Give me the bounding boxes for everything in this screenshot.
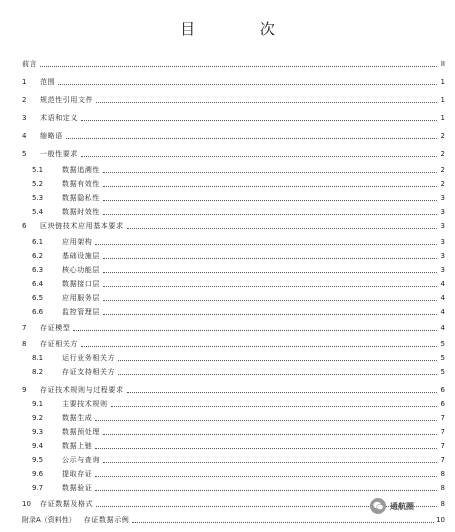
toc-entry-number: 附录A（资料性） — [22, 516, 76, 524]
toc-page-number: 4 — [440, 294, 445, 302]
toc-dot-leader — [58, 83, 437, 85]
toc-entry-number: 6.2 — [32, 252, 44, 260]
toc-dot-leader — [103, 185, 437, 187]
watermark — [370, 496, 414, 516]
toc-page-number: 5 — [440, 368, 445, 376]
toc-page-number: 8 — [440, 470, 445, 478]
toc-page-number: 5 — [440, 354, 445, 362]
toc-page-number: 1 — [440, 114, 445, 122]
toc-entry[interactable] — [22, 220, 445, 231]
toc-entry-title: 数据隐私性 — [62, 194, 100, 202]
toc-entry[interactable] — [32, 264, 445, 275]
toc-entry-number: 9.3 — [32, 428, 44, 436]
toc-entry[interactable] — [22, 322, 445, 333]
toc-entry-title: 缩略语 — [40, 132, 63, 140]
toc-entry-title: 范围 — [40, 78, 56, 86]
toc-entry-number: 9.7 — [32, 484, 44, 492]
toc-dot-leader — [103, 213, 437, 215]
toc-entry-number: 9.4 — [32, 442, 44, 450]
toc-page-number: 4 — [440, 324, 445, 332]
toc-entry-number: 10 — [22, 500, 31, 508]
toc-entry[interactable] — [32, 292, 445, 303]
toc-page-number: 8 — [440, 484, 445, 492]
toc-page-number: 7 — [440, 414, 445, 422]
toc-dot-leader — [95, 243, 437, 245]
toc-dot-leader — [81, 155, 437, 157]
toc-entry[interactable] — [22, 384, 445, 395]
toc-entry-number: 1 — [22, 78, 27, 86]
toc-entry-title: 存证相关方 — [40, 340, 78, 348]
toc-dot-leader — [81, 119, 437, 121]
toc-entry-title: 前言 — [22, 60, 38, 68]
toc-entry-title: 运行业务相关方 — [62, 354, 116, 362]
toc-entry-number: 9.6 — [32, 470, 44, 478]
toc-entry-title: 数据预处理 — [62, 428, 100, 436]
toc-entry[interactable] — [32, 278, 445, 289]
toc-page-number: 7 — [440, 428, 445, 436]
toc-entry-title: 数据验证 — [62, 484, 93, 492]
toc-entry-number: 6.1 — [32, 238, 44, 246]
toc-entry-number: 7 — [22, 324, 27, 332]
toc-dot-leader — [103, 171, 437, 173]
toc-page-number: 5 — [440, 340, 445, 348]
toc-dot-leader — [81, 345, 437, 347]
page-title: 目 次 — [180, 20, 305, 38]
toc-entry-title: 数据追溯性 — [62, 166, 100, 174]
toc-page-number: 2 — [440, 150, 445, 158]
toc-page-number: 3 — [440, 222, 445, 230]
toc-entry-number: 9 — [22, 386, 27, 394]
toc-page-number: 1 — [440, 78, 445, 86]
toc-entry[interactable] — [32, 178, 445, 189]
toc-entry-title: 一般性要求 — [40, 150, 78, 158]
toc-dot-leader — [95, 489, 437, 491]
toc-entry[interactable] — [32, 440, 445, 451]
toc-dot-leader — [103, 313, 437, 315]
toc-entry-number: 8.1 — [32, 354, 44, 362]
toc-entry-number: 6.6 — [32, 308, 44, 316]
toc-page-number: II — [440, 60, 445, 68]
toc-entry-number: 6 — [22, 222, 27, 230]
toc-page-number: 2 — [440, 166, 445, 174]
toc-dot-leader — [111, 405, 437, 407]
toc-entry[interactable] — [32, 482, 445, 493]
wechat-icon — [370, 498, 386, 514]
toc-page-number: 3 — [440, 252, 445, 260]
toc-dot-leader — [95, 475, 437, 477]
toc-dot-leader — [40, 65, 437, 67]
toc-entry-number: 5.3 — [32, 194, 44, 202]
toc-entry-title: 数据上链 — [62, 442, 93, 450]
toc-dot-leader — [103, 285, 437, 287]
toc-dot-leader — [132, 521, 434, 523]
toc-entry-title: 术语和定义 — [40, 114, 78, 122]
toc-entry-title: 应用服务层 — [62, 294, 100, 302]
toc-entry[interactable] — [32, 192, 445, 203]
toc-entry[interactable] — [22, 58, 445, 69]
toc-entry-title: 区块链技术应用基本要求 — [40, 222, 124, 230]
toc-entry-title: 应用架构 — [62, 238, 93, 246]
toc-entry-number: 4 — [22, 132, 27, 140]
toc-page-number: 1 — [440, 96, 445, 104]
toc-dot-leader — [103, 433, 437, 435]
toc-entry-number: 6.4 — [32, 280, 44, 288]
toc-entry-number: 9.2 — [32, 414, 44, 422]
toc-dot-leader — [103, 271, 437, 273]
toc-page-number: 2 — [440, 132, 445, 140]
toc-entry[interactable] — [22, 148, 445, 159]
toc-entry[interactable] — [32, 366, 445, 377]
watermark-text: 通航圈 — [390, 501, 414, 511]
toc-entry-title: 存证数据示例 — [83, 516, 130, 524]
toc-page-number: 7 — [440, 442, 445, 450]
toc-entry-number: 5.4 — [32, 208, 44, 216]
toc-entry-title: 数据有效性 — [62, 180, 100, 188]
toc-entry[interactable] — [22, 112, 445, 123]
toc-dot-leader — [103, 299, 437, 301]
toc-dot-leader — [103, 461, 437, 463]
toc-page-number: 6 — [440, 400, 445, 408]
toc-entry-number: 5.1 — [32, 166, 44, 174]
toc-entry-title: 基础设施层 — [62, 252, 100, 260]
toc-entry[interactable] — [32, 468, 445, 479]
toc-entry[interactable] — [22, 94, 445, 105]
toc-dot-leader — [96, 101, 437, 103]
toc-page-number: 2 — [440, 180, 445, 188]
toc-entry[interactable] — [32, 206, 445, 217]
toc-dot-leader — [95, 447, 437, 449]
toc-entry[interactable] — [32, 454, 445, 465]
toc-page-number: 10 — [436, 516, 445, 524]
toc-page-number: 7 — [440, 456, 445, 464]
toc-entry-number: 5.2 — [32, 180, 44, 188]
toc-page-number: 3 — [440, 266, 445, 274]
toc-entry[interactable] — [22, 338, 445, 349]
toc-page-number: 3 — [440, 238, 445, 246]
toc-dot-leader — [66, 137, 437, 139]
toc-page-number: 6 — [440, 386, 445, 394]
toc-dot-leader — [103, 199, 437, 201]
toc-entry[interactable] — [32, 250, 445, 261]
toc-page-number: 4 — [440, 308, 445, 316]
toc-dot-leader — [127, 227, 437, 229]
toc-dot-leader — [118, 373, 437, 375]
toc-entry-title: 数据接口层 — [62, 280, 100, 288]
toc-entry-number: 8 — [22, 340, 27, 348]
toc-entry-number: 3 — [22, 114, 27, 122]
toc-dot-leader — [118, 359, 437, 361]
toc-page-number: 3 — [440, 194, 445, 202]
toc-entry-number: 9.1 — [32, 400, 44, 408]
toc-dot-leader — [95, 419, 437, 421]
toc-entry-number: 8.2 — [32, 368, 44, 376]
toc-entry-title: 存证技术规则与过程要求 — [40, 386, 124, 394]
toc-dot-leader — [73, 329, 437, 331]
toc-entry-title: 提取存证 — [62, 470, 93, 478]
toc-entry-number: 2 — [22, 96, 27, 104]
toc-entry[interactable] — [32, 164, 445, 175]
toc-entry-title: 公示与查询 — [62, 456, 100, 464]
toc-entry-title: 监控管理层 — [62, 308, 100, 316]
toc-entry-title: 数据生成 — [62, 414, 93, 422]
toc-entry[interactable] — [22, 130, 445, 141]
toc-entry-title: 存证数据及格式 — [40, 500, 94, 508]
toc-entry-title: 规范性引用文件 — [40, 96, 94, 104]
toc-dot-leader — [127, 391, 437, 393]
toc-entry[interactable] — [32, 426, 445, 437]
toc-entry-title: 存证支持相关方 — [62, 368, 116, 376]
toc-entry[interactable] — [32, 398, 445, 409]
toc-entry-number: 6.5 — [32, 294, 44, 302]
toc-page-number: 8 — [440, 500, 445, 508]
toc-entry-number: 5 — [22, 150, 27, 158]
toc-entry[interactable] — [32, 352, 445, 363]
toc-entry[interactable] — [32, 412, 445, 423]
toc-entry-number: 6.3 — [32, 266, 44, 274]
toc-dot-leader — [103, 257, 437, 259]
toc-entry[interactable] — [32, 306, 445, 317]
toc-page-number: 3 — [440, 208, 445, 216]
toc-entry-title: 存证模型 — [40, 324, 71, 332]
toc-entry-title: 主要技术规则 — [62, 400, 108, 408]
toc-entry-title: 数据时效性 — [62, 208, 100, 216]
toc-entry[interactable] — [22, 76, 445, 87]
toc-page-number: 4 — [440, 280, 445, 288]
toc-entry[interactable] — [32, 236, 445, 247]
toc-entry-number: 9.5 — [32, 456, 44, 464]
toc-entry-title: 核心功能层 — [62, 266, 100, 274]
